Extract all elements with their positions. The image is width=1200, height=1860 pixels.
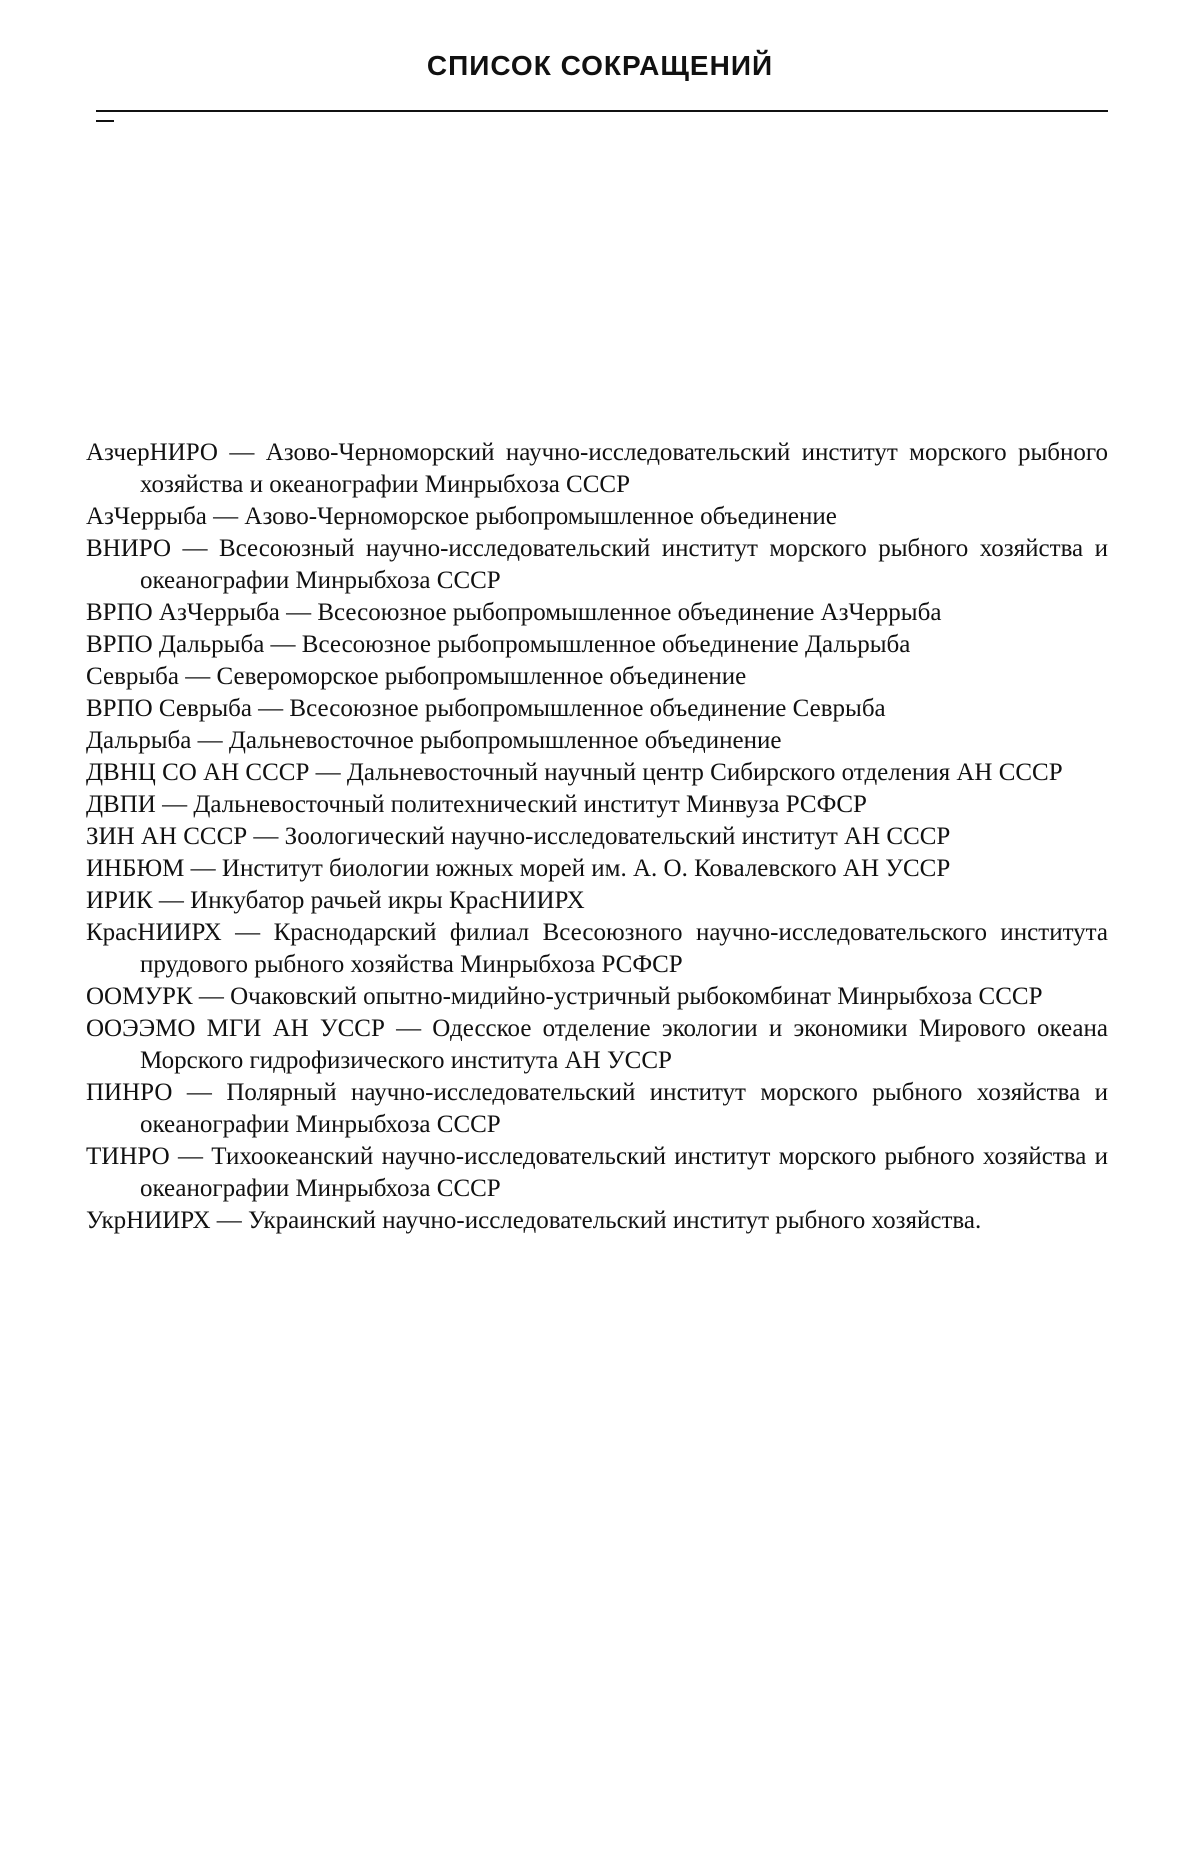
abbreviation-entry: ВРПО Дальрыба — Всесоюзное рыбопромышленное объединение Дальрыба <box>86 631 911 658</box>
abbreviation-entry: ДВПИ — Дальневосточный политехнический институт Минвуза РСФСР <box>86 791 867 818</box>
header-rule <box>96 110 1108 112</box>
abbreviation-entry: ИНБЮМ — Институт биологии южных морей им. А. О. Ковалевского АН УССР <box>86 855 951 882</box>
abbreviation-entry: ВРПО Севрыба — Всесоюзное рыбопромышленное объединение Севрыба <box>86 695 886 722</box>
abbreviation-entry: ПИНРО — Полярный научно-исследовательский институт морского рыбного хозяйства и океанографии Минрыбхоза СССР <box>86 1079 1108 1138</box>
abbreviation-entry: ООЭЭМО МГИ АН УССР — Одесское отделение экологии и экономики Мирового океана Морского гидрофизического института АН УССР <box>86 1015 1108 1074</box>
page-title: СПИСОК СОКРАЩЕНИЙ <box>426 50 774 81</box>
abbreviation-entry: ВРПО АзЧеррыба — Всесоюзное рыбопромышленное объединение АзЧеррыба <box>86 599 942 626</box>
abbreviation-entry: ТИНРО — Тихоокеанский научно-исследовательский институт морского рыбного хозяйства и океанографии Минрыбхоза СССР <box>86 1143 1108 1202</box>
abbreviation-entry: Севрыба — Североморское рыбопромышленное объединение <box>86 663 747 690</box>
abbreviation-entry: ДВНЦ СО АН СССР — Дальневосточный научный центр Сибирского отделения АН СССР <box>86 759 1063 786</box>
abbreviation-entry: АзЧеррыба — Азово-Черноморское рыбопромышленное объединение <box>86 503 837 530</box>
abbreviation-entry: ООМУРК — Очаковский опытно-мидийно-устричный рыбокомбинат Минрыбхоза СССР <box>86 983 1043 1010</box>
rule-mark <box>96 120 114 122</box>
abbreviation-entry: ЗИН АН СССР — Зоологический научно-исследовательский институт АН СССР <box>86 823 951 850</box>
abbreviation-list <box>86 437 1108 1237</box>
abbreviation-entry: ИРИК — Инкубатор рачьей икры КрасНИИРХ <box>86 887 585 914</box>
abbreviation-entry: УкрНИИРХ — Украинский научно-исследовательский институт рыбного хозяйства. <box>86 1207 982 1234</box>
abbreviation-entry: КрасНИИРХ — Краснодарский филиал Всесоюзного научно-исследовательского института прудового рыбного хозяйства Минрыбхоза РСФСР <box>86 919 1108 978</box>
abbreviation-entry: Дальрыба — Дальневосточное рыбопромышленное объединение <box>86 727 782 754</box>
abbreviation-entry: ВНИРО — Всесоюзный научно-исследовательский институт морского рыбного хозяйства и океанографии Минрыбхоза СССР <box>86 535 1108 594</box>
abbreviation-entry: АзчерНИРО — Азово-Черноморский научно-исследовательский институт морского рыбного хозяйства и океанографии Минрыбхоза СССР <box>86 439 1108 498</box>
